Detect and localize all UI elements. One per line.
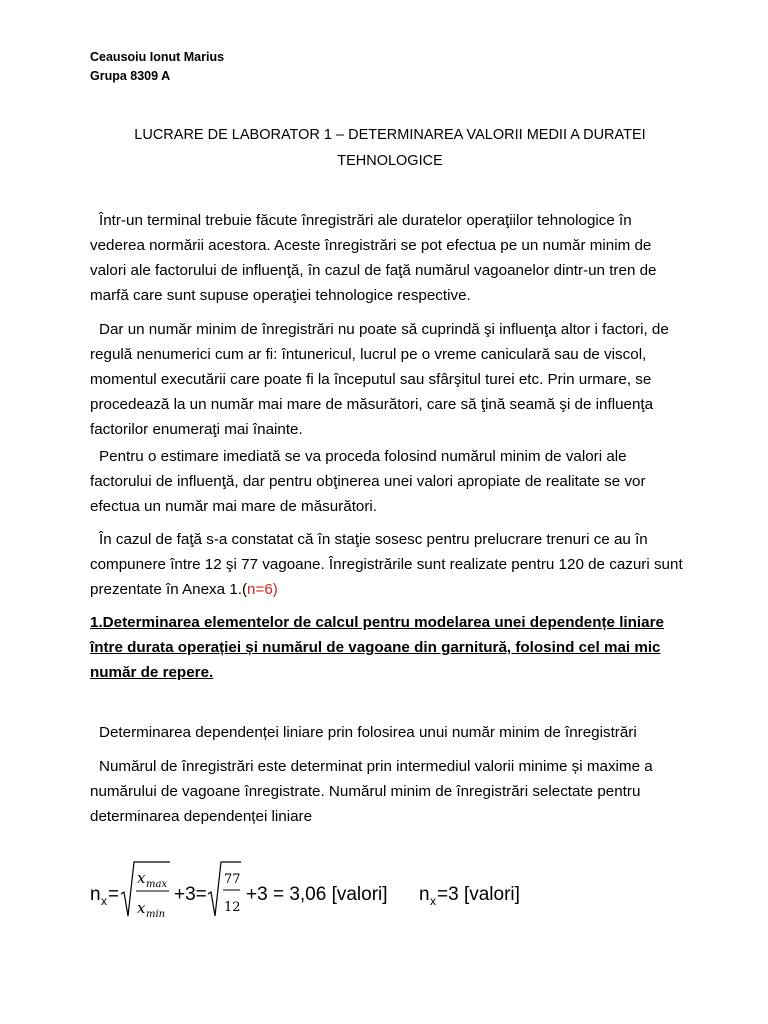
author-name: Ceausoiu Ionut Marius	[90, 50, 225, 64]
paragraph-records: Numărul de înregistrări este determinat prin intermediul valorii minime și maxime a numărului de vagoane înregistrate. Numărul minim de înregistrări selectate pentru determinarea dependenței liniare	[90, 758, 653, 825]
formula-eq: =	[108, 884, 120, 905]
formula-final-sub: x	[430, 894, 436, 908]
denominator-sub-min: min	[146, 909, 166, 920]
denominator-x: x	[137, 899, 146, 917]
group-label: Grupa 8309 A	[90, 69, 171, 83]
document-title	[90, 122, 690, 174]
formula-lhs: n	[90, 884, 101, 905]
formula-nx	[90, 858, 730, 928]
formula-plus3: +3=	[174, 884, 207, 905]
paragraph-dependency: Determinarea dependenței liniare prin folosirea unui număr minim de înregistrări	[99, 724, 637, 741]
numerator-sub-max: max	[146, 879, 168, 890]
numerator-x: x	[137, 869, 146, 887]
section-heading: 1.Determinarea elementelor de calcul pentru modelarea unei dependențe liniare între durata operației și numărul de vagoane din garnitură, folosind cel mai mic număr de repere.	[90, 614, 664, 681]
denominator-12: 12	[224, 900, 241, 915]
paragraph-estimate: Pentru o estimare imediată se va proceda folosind numărul minim de valori ale factorului de influenţă, dar pentru obţinerea unei valori apropiate de realitate se vor efectua un număr mai mare de măsurători.	[90, 448, 646, 515]
paragraph-intro: Într-un terminal trebuie făcute înregistrări ale duratelor operaţiilor tehnologice în vederea normării acestora. Aceste înregistrări se pot efectua pe un număr minim de valori ale factorului de influenţă, în cazul de faţă numărul vagoanelor dintr-un tren de marfă care sunt supuse operaţiei tehnologice respective.	[90, 212, 657, 304]
title-line-2: TEHNOLOGICE	[337, 153, 443, 169]
numerator-77: 77	[224, 872, 241, 887]
title-line-1: LUCRARE DE LABORATOR 1 – DETERMINAREA VALORII MEDII A DURATEI	[134, 127, 646, 143]
paragraph-factors: Dar un număr minim de înregistrări nu poate să cuprindă şi influenţa altor i factori, de regulă nenumerici cum ar fi: întunericul, lucrul pe o vreme caniculară sau de viscol, momentul executării care poate fi la începutul sau sfârşitul turei etc. Prin urmare, se procedează la un număr mai mare de măsurători, care să ţină seamă şi de influenţa factorilor enumeraţi mai înainte.	[90, 321, 669, 438]
author-block	[90, 48, 224, 86]
formula-result: +3 = 3,06 [valori]	[246, 884, 388, 905]
n-value-highlight: n=6)	[247, 581, 278, 598]
formula-lhs-sub: x	[101, 894, 107, 908]
formula-final-value: =3 [valori]	[437, 884, 520, 905]
paragraph-case: În cazul de faţă s-a constatat că în staţie sosesc pentru prelucrare trenuri ce au în compunere între 12 şi 77 vagoane. Înregistrările sunt realizate pentru 120 de cazuri sunt prezentate în Anexa 1.(n=6)	[90, 531, 683, 598]
formula-final-n: n	[419, 884, 430, 905]
formula-svg	[90, 858, 730, 928]
